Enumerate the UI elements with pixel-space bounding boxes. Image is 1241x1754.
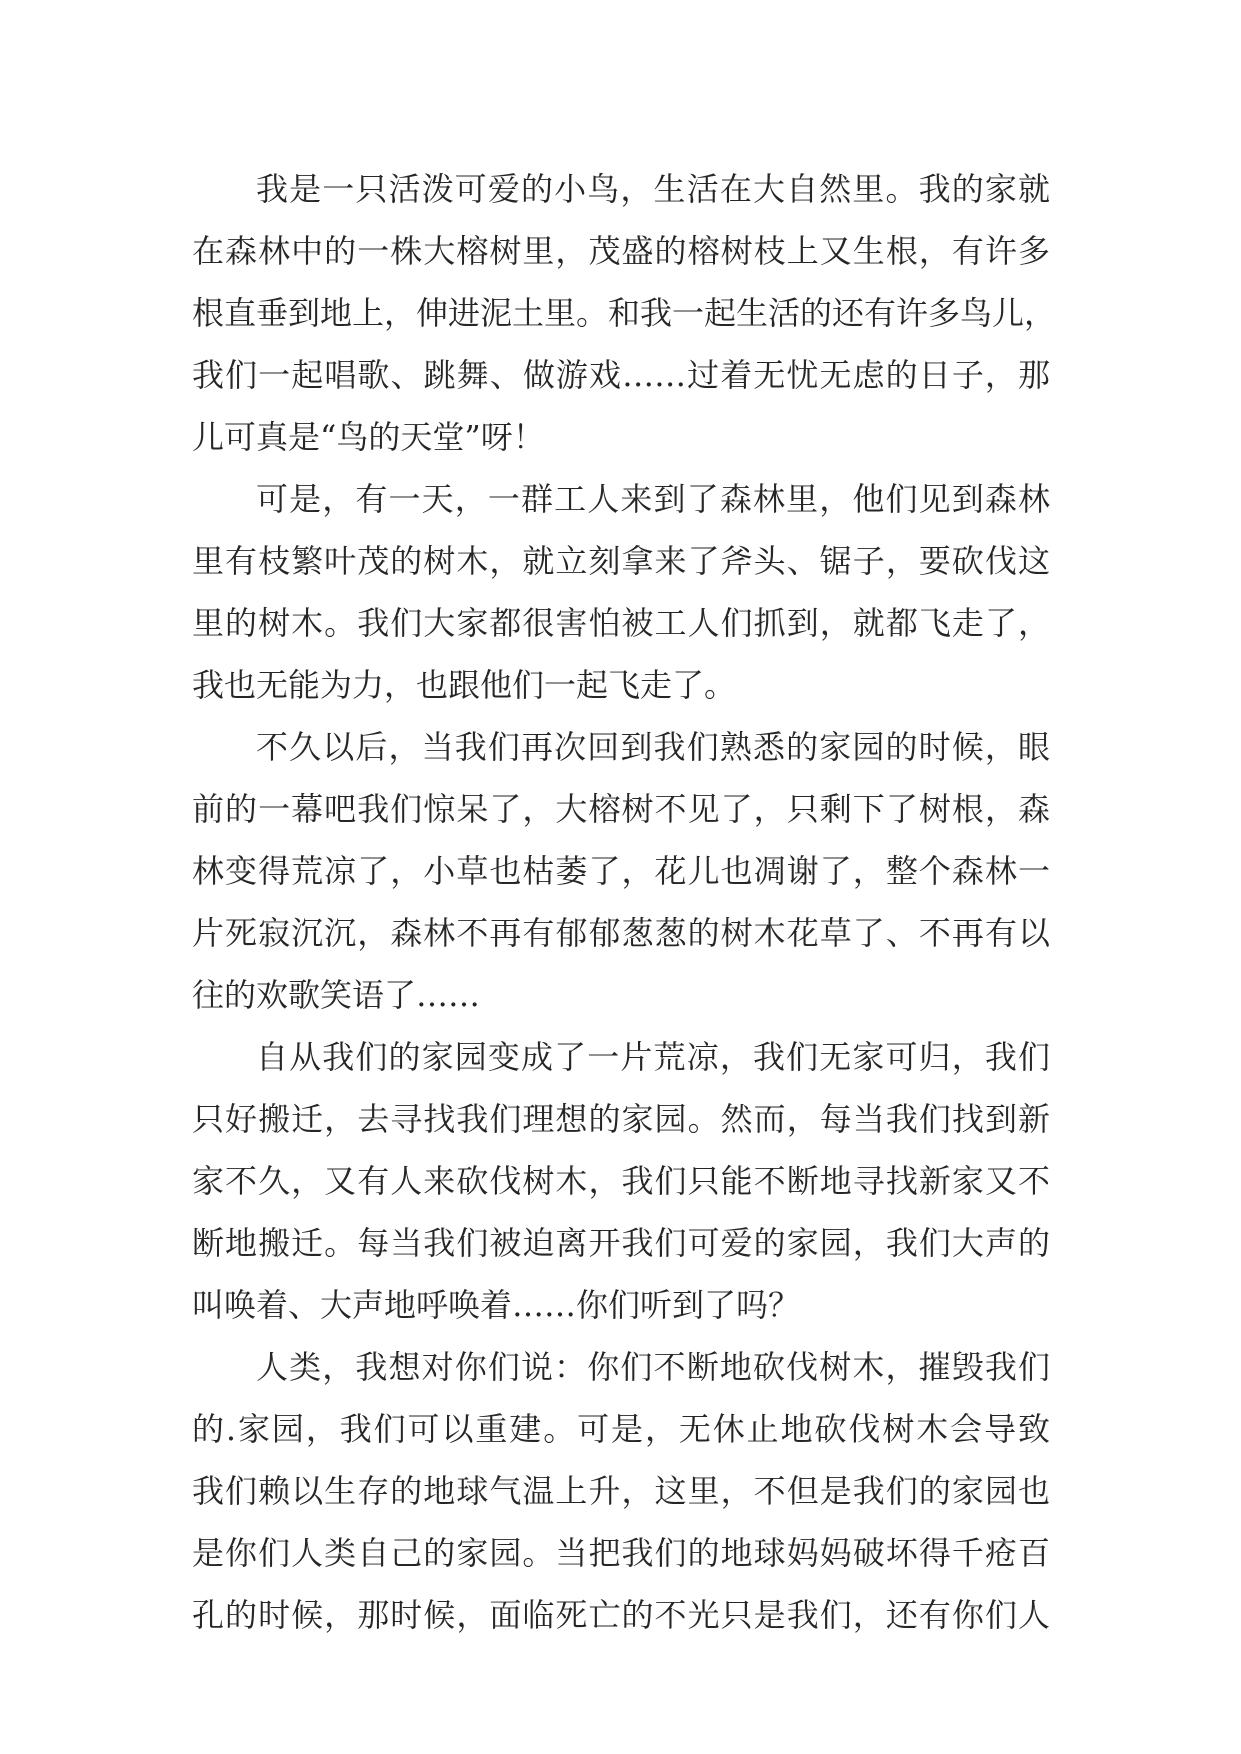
text-line: 儿可真是“鸟的天堂”呀！ <box>192 418 545 456</box>
text-line: 我也无能为力，也跟他们一起飞走了。 <box>192 666 737 704</box>
text-line: 我们一起唱歌、跳舞、做游戏……过着无忧无虑的日子，那 <box>192 356 1050 394</box>
paragraph-3 <box>192 716 1050 1026</box>
body-text <box>192 158 1057 1646</box>
text-line: 在森林中的一株大榕树里，茂盛的榕树枝上又生根，有许多 <box>192 232 1050 270</box>
text-line: 我是一只活泼可爱的小鸟，生活在大自然里。我的家就 <box>256 170 1050 208</box>
text-line: 我们赖以生存的地球气温上升，这里，不但是我们的家园也 <box>192 1472 1050 1510</box>
paragraph-1 <box>192 158 1057 468</box>
text-line: 里有枝繁叶茂的树木，就立刻拿来了斧头、锯子，要砍伐这 <box>192 542 1050 580</box>
text-line: 的.家园，我们可以重建。可是，无休止地砍伐树木会导致 <box>192 1410 1050 1448</box>
paragraph-2 <box>192 468 1050 716</box>
text-line: 孔的时候，那时候，面临死亡的不光只是我们，还有你们人 <box>192 1596 1050 1634</box>
text-line: 断地搬迁。每当我们被迫离开我们可爱的家园，我们大声的 <box>192 1224 1050 1262</box>
text-line: 自从我们的家园变成了一片荒凉，我们无家可归，我们 <box>256 1038 1050 1076</box>
text-line: 往的欢歌笑语了…… <box>192 976 481 1014</box>
text-line: 人类，我想对你们说：你们不断地砍伐树木，摧毁我们 <box>256 1348 1050 1386</box>
paragraph-5 <box>192 1336 1050 1646</box>
text-line: 家不久，又有人来砍伐树木，我们只能不断地寻找新家又不 <box>192 1162 1050 1200</box>
text-line: 前的一幕吧我们惊呆了，大榕树不见了，只剩下了树根，森 <box>192 790 1050 828</box>
paragraph-4 <box>192 1026 1050 1336</box>
text-line: 不久以后，当我们再次回到我们熟悉的家园的时候，眼 <box>256 728 1050 766</box>
text-line: 叫唤着、大声地呼唤着……你们听到了吗？ <box>192 1286 801 1324</box>
text-line: 只好搬迁，去寻找我们理想的家园。然而，每当我们找到新 <box>192 1100 1050 1138</box>
text-line: 根直垂到地上，伸进泥土里。和我一起生活的还有许多鸟儿， <box>192 294 1057 332</box>
text-line: 里的树木。我们大家都很害怕被工人们抓到，就都飞走了， <box>192 604 1050 642</box>
text-line: 片死寂沉沉，森林不再有郁郁葱葱的树木花草了、不再有以 <box>192 914 1050 952</box>
text-line: 可是，有一天，一群工人来到了森林里，他们见到森林 <box>256 480 1050 518</box>
text-line: 林变得荒凉了，小草也枯萎了，花儿也凋谢了，整个森林一 <box>192 852 1050 890</box>
text-line: 是你们人类自己的家园。当把我们的地球妈妈破坏得千疮百 <box>192 1534 1050 1572</box>
